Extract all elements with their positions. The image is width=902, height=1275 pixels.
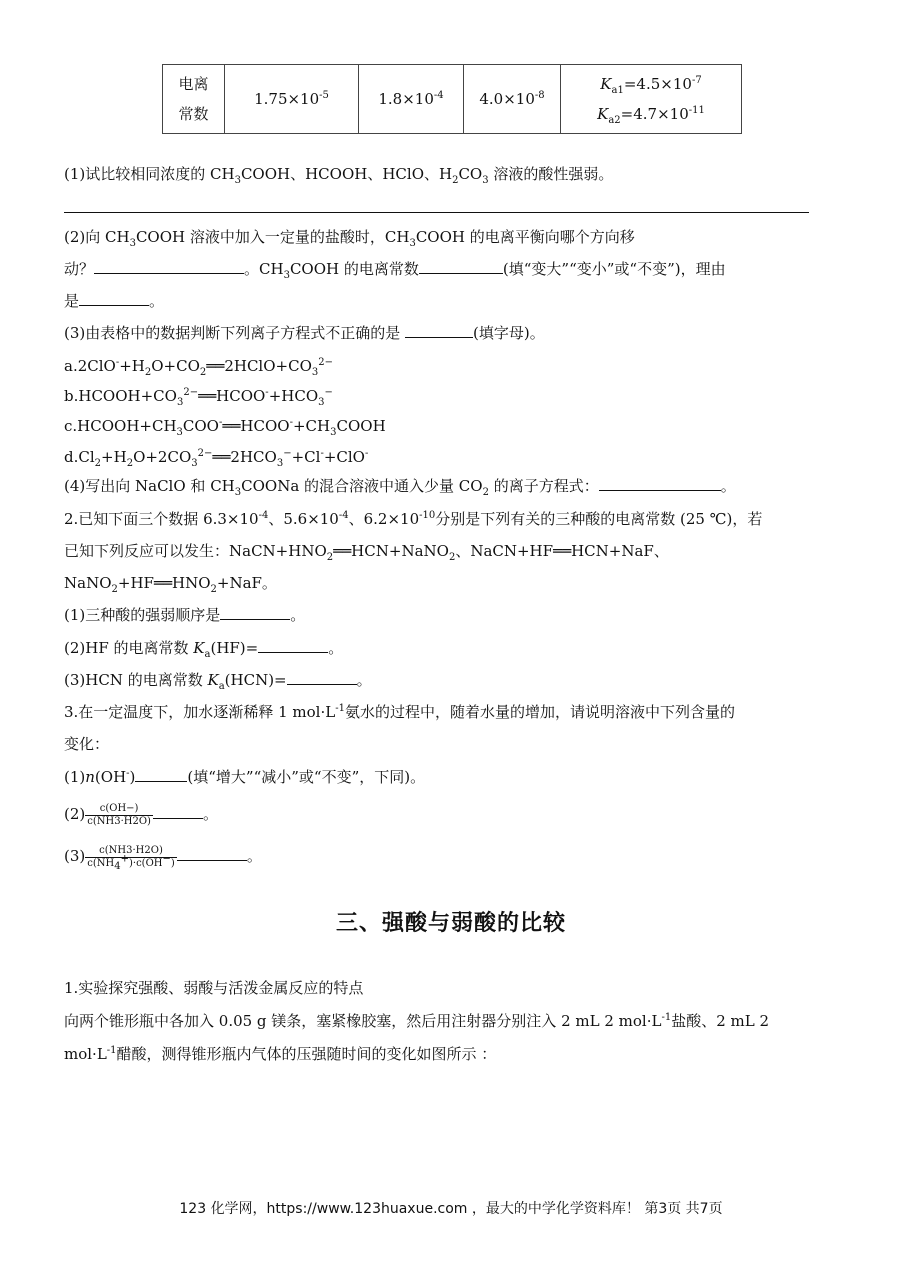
q1-part2-a: (2)向 $CH_3COOH$ 溶液中加入一定量的盐酸时，$CH_3COOH$ 的电离平衡向哪个方向移 [64, 228, 635, 249]
q3-intro-a: 3.在一定温度下，加水逐渐稀释 1 $mol\cdot L^{-1}$氨水的过程中，随着水量的增加，请说明溶液中下列含量的 [64, 703, 735, 721]
cell-h2co3: $K_{a1}=4.5\times 10^{-7}$ $K_{a2}=4.7\times 10^{-11}$ [561, 65, 742, 134]
option-b: $b.HCOOH+CO_3^{2-}══HCOO^-+HCO_3^-$ [64, 387, 333, 408]
q3-part1: (1)n(OH-) (填“增大”“减小”或“不变”，下同)。 [64, 768, 426, 786]
cell-hcooh: $1.8\times 10^{-4}$ [359, 65, 464, 134]
option-d: $d.Cl_2+H_2O+2CO_3^{2-}══2HCO_3^-+Cl^-+ClO^-$ [64, 448, 369, 469]
blank[interactable] [287, 670, 357, 685]
page-footer: 123 化学网，https://www.123huaxue.com ，最大的中学化学资料库！ 第3页 共7页 [179, 1201, 723, 1217]
q3-intro-b: 变化： [64, 735, 110, 753]
cell-hclo: $4.0\times 10^{-8}$ [464, 65, 561, 134]
section-body-a: 向两个锥形瓶中各加入 0.05 g 镁条，塞紧橡胶塞，然后用注射器分别注入 2 mL 2 $mol\cdot L^{-1}$盐酸、2 mL 2 [64, 1012, 769, 1030]
q1-part1: (1)试比较相同浓度的 $CH_3COOH$、HCOOH、HClO、$H_2CO_3$ 溶液的酸性强弱。 [64, 165, 614, 186]
q2-intro-b: 已知下列反应可以发生：$NaCN+HNO_2══HCN+NaNO_2$、NaCN+HF══HCN+NaF、 [64, 542, 669, 563]
blank[interactable] [419, 259, 503, 274]
q1-part2-c: 是 。 [64, 292, 165, 310]
blank[interactable] [258, 638, 328, 653]
section-subheading: 1.实验探究强酸、弱酸与活泼金属反应的特点 [64, 979, 364, 997]
fraction-denominator: $c(NH_4^+)\cdot c(OH^-)$ [87, 853, 175, 872]
blank[interactable] [599, 476, 721, 491]
q3-part2: (2) $\frac{c(OH-)}{c(NH3\cdot H2O)}$ 。 [64, 802, 218, 827]
q1-part2-b: 动？ 。$CH_3COOH$ 的电离常数 (填“变大”“变小”或“不变”)，理由 [64, 260, 726, 281]
blank[interactable] [153, 804, 203, 819]
row-label [163, 65, 225, 134]
q3-part3: (3) $\frac{c(NH3\cdot H2O)}{c(NH_4^+)\cdot c(OH^-)}$ 。 [64, 844, 262, 872]
q2-part3: (3)HCN 的电离常数 $K_a(HCN)=$ 。 [64, 671, 372, 692]
section-title: 三、强酸与弱酸的比较 [335, 910, 566, 936]
q1-part3: (3)由表格中的数据判断下列离子方程式不正确的是 (填字母)。 [64, 324, 545, 342]
fraction-numerator: c(OH−) [85, 803, 153, 816]
ionization-constant-table [162, 64, 742, 134]
q2-part2: (2)HF 的电离常数 $K_a(HF)=$ 。 [64, 639, 344, 660]
q1-part4: (4)写出向 NaClO 和 $CH_3COONa$ 的混合溶液中通入少量 $CO_2$ 的离子方程式： 。 [64, 477, 736, 498]
blank[interactable] [135, 767, 187, 782]
fraction [85, 803, 153, 828]
answer-line [64, 212, 809, 213]
section-body-b: $mol\cdot L^{-1}$醋酸，测得锥形瓶内气体的压强随时间的变化如图所示 ： [64, 1045, 497, 1063]
q2-intro-a: 2.已知下面三个数据 $6.3\times 10^{-4}$、$5.6\times 10^{-4}$、$6.2\times 10^{-10}$分别是下列有关的三种酸的电离常数 (25 ℃)，若 [64, 510, 763, 528]
blank[interactable] [220, 605, 290, 620]
cell-ch3cooh: $1.75\times 10^{-5}$ [225, 65, 359, 134]
fraction-numerator: c(NH3·H2O) [85, 845, 177, 858]
q2-intro-c: $NaNO_2+HF══HNO_2+NaF$。 [64, 574, 277, 595]
option-a: $a.2ClO^-+H_2O+CO_2══2HClO+CO_3^{2-}$ [64, 357, 333, 378]
option-c: $c.HCOOH+CH_3COO^-══HCOO^-+CH_3COOH$ [64, 417, 386, 438]
fraction-denominator: c(NH3·H2O) [87, 815, 151, 827]
blank[interactable] [94, 259, 244, 274]
blank[interactable] [405, 323, 473, 338]
row-label-1: 电离 [178, 75, 209, 93]
q2-part1: (1)三种酸的强弱顺序是 。 [64, 606, 306, 624]
row-label-2: 常数 [178, 105, 209, 123]
fraction [85, 845, 177, 870]
blank[interactable] [79, 291, 149, 306]
blank[interactable] [177, 846, 247, 861]
